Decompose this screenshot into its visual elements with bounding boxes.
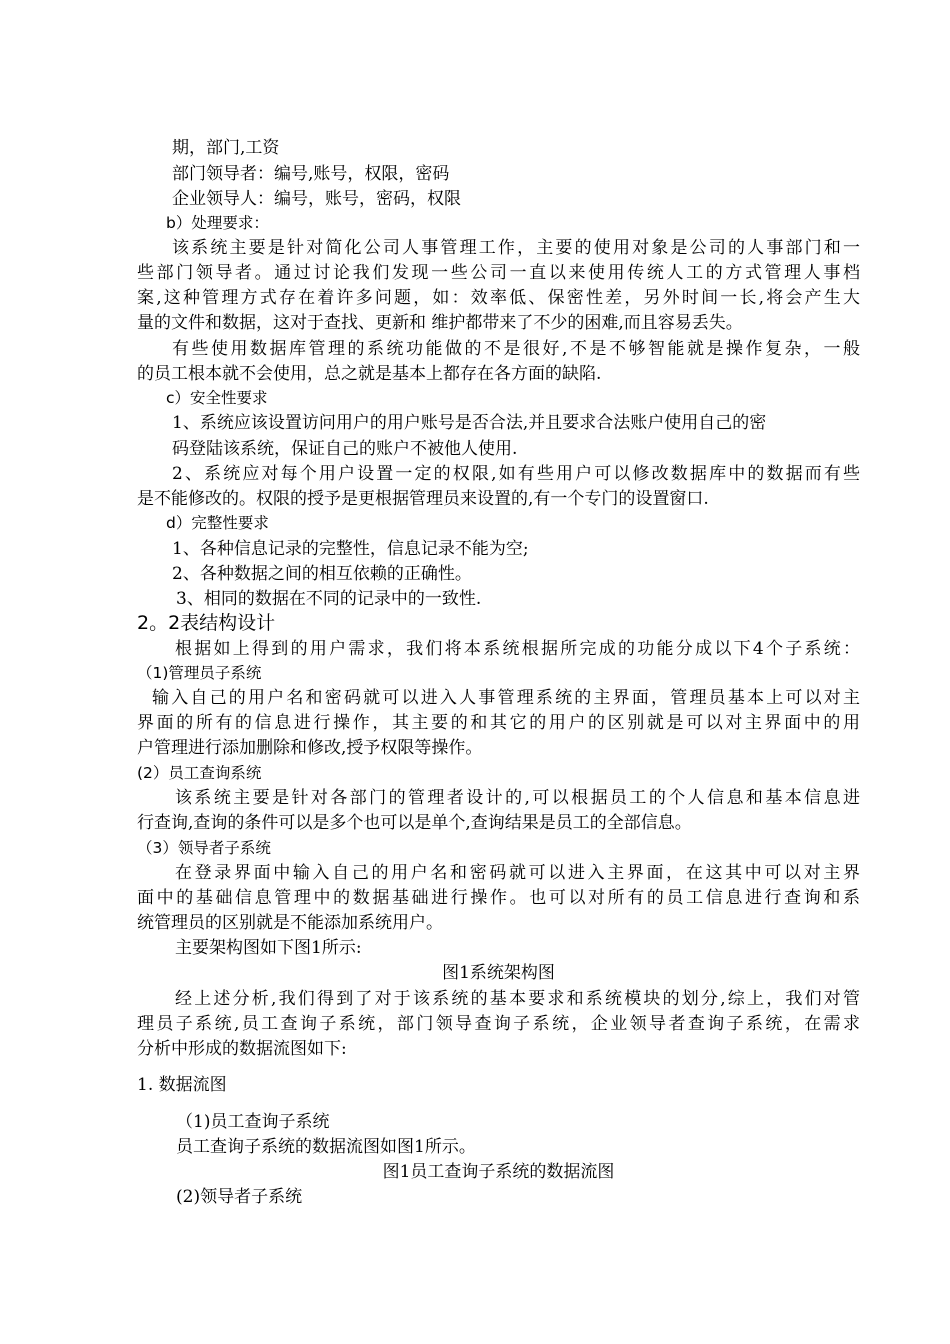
paragraph-line: 的员工根本就不会使用，总之就是基本上都存在各方面的缺陷. bbox=[137, 364, 602, 384]
paragraph-line: 界面的所有的信息进行操作，其主要的和其它的用户的区别就是可以对主界面中的用 bbox=[137, 713, 860, 733]
paragraph-line: 些部门领导者。通过讨论我们发现一些公司一直以来使用传统人工的方式管理人事档 bbox=[137, 263, 860, 283]
paragraph-line: 户管理进行添加删除和修改,授予权限等操作。 bbox=[137, 738, 483, 758]
paragraph-line: 理员子系统,员工查询子系统，部门领导查询子系统，企业领导者查询子系统，在需求 bbox=[137, 1014, 860, 1034]
paragraph-line: 有些使用数据库管理的系统功能做的不是很好,不是不够智能就是操作复杂，一般 bbox=[172, 339, 860, 359]
paragraph-line: 1、各种信息记录的完整性，信息记录不能为空; bbox=[172, 539, 529, 559]
paragraph-line: 面中的基础信息管理中的数据基础进行操作。也可以对所有的员工信息进行查询和系 bbox=[137, 888, 860, 908]
paragraph-line: 案,这种管理方式存在着许多问题，如：效率低、保密性差，另外时间一长,将会产生大 bbox=[137, 288, 860, 308]
paragraph-line: 员工查询子系统的数据流图如图1所示。 bbox=[176, 1137, 476, 1157]
paragraph-line: 码登陆该系统，保证自己的账户不被他人使用. bbox=[172, 439, 518, 459]
paragraph-line: 根据如上得到的用户需求，我们将本系统根据所完成的功能分成以下4个子系统： bbox=[175, 639, 860, 659]
paragraph-line: 1、系统应该设置访问用户的用户账号是否合法,并且要求合法账户使用自己的密 bbox=[172, 413, 767, 433]
paragraph-line: 该系统主要是针对简化公司人事管理工作，主要的使用对象是公司的人事部门和一 bbox=[172, 238, 860, 258]
paragraph-line: 是不能修改的。权限的授予是更根据管理员来设置的,有一个专门的设置窗口. bbox=[137, 489, 709, 509]
text-line: 企业领导人：编号，账号，密码，权限 bbox=[172, 189, 461, 209]
text-line: 期，部门,工资 bbox=[172, 138, 280, 158]
subsection-heading-1: （1)管理员子系统 bbox=[137, 664, 262, 682]
section-heading-b: b）处理要求： bbox=[166, 214, 269, 232]
figure-caption: 图1员工查询子系统的数据流图 bbox=[382, 1162, 615, 1182]
section-title: 2。2表结构设计 bbox=[137, 612, 276, 634]
paragraph-line: (2)领导者子系统 bbox=[176, 1187, 303, 1207]
paragraph-line: 在登录界面中输入自己的用户名和密码就可以进入主界面，在这其中可以对主界 bbox=[175, 863, 860, 883]
paragraph-line: 行查询,查询的条件可以是多个也可以是单个,查询结果是员工的全部信息。 bbox=[137, 813, 692, 833]
subsection-heading-3: （3）领导者子系统 bbox=[137, 839, 271, 857]
section-heading-c: c）安全性要求 bbox=[166, 389, 268, 407]
paragraph-line: 量的文件和数据，这对于查找、更新和 维护都带来了不少的困难,而且容易丢失。 bbox=[137, 313, 743, 333]
list-heading: 1. 数据流图 bbox=[137, 1075, 227, 1095]
paragraph-line: 该系统主要是针对各部门的管理者设计的,可以根据员工的个人信息和基本信息进 bbox=[175, 788, 860, 808]
paragraph-line: 2、系统应对每个用户设置一定的权限,如有些用户可以修改数据库中的数据而有些 bbox=[172, 464, 860, 484]
paragraph-line: （1)员工查询子系统 bbox=[176, 1112, 330, 1132]
paragraph-line: 2、各种数据之间的相互依赖的正确性。 bbox=[172, 564, 472, 584]
subsection-heading-2: (2）员工查询系统 bbox=[137, 764, 262, 782]
paragraph-line: 经上述分析,我们得到了对于该系统的基本要求和系统模块的划分,综上，我们对管 bbox=[175, 989, 860, 1009]
paragraph-line: 3、相同的数据在不同的记录中的一致性. bbox=[176, 589, 482, 609]
section-heading-d: d）完整性要求 bbox=[166, 514, 269, 532]
paragraph-line: 输入自己的用户名和密码就可以进入人事管理系统的主界面，管理员基本上可以对主 bbox=[152, 688, 860, 708]
paragraph-line: 主要架构图如下图1所示: bbox=[175, 938, 362, 958]
text-line: 部门领导者：编号,账号，权限，密码 bbox=[172, 164, 450, 184]
paragraph-line: 统管理员的区别就是不能添加系统用户。 bbox=[137, 913, 443, 933]
figure-caption: 图1系统架构图 bbox=[442, 963, 555, 983]
paragraph-line: 分析中形成的数据流图如下: bbox=[137, 1039, 347, 1059]
